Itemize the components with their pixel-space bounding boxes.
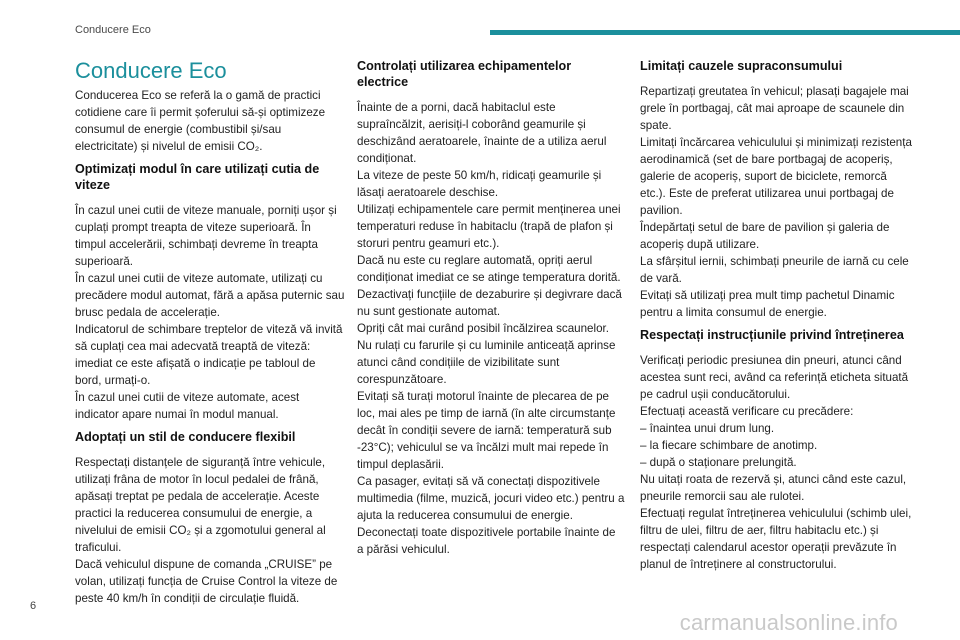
watermark: carmanualsonline.info	[679, 610, 898, 635]
page-number: 6	[30, 600, 37, 612]
column-3	[640, 58, 912, 579]
page-title: Conducere Eco	[75, 58, 227, 83]
section-body-driving-style: Respectați distanțele de siguranță între vehicule, utilizați frâna de motor în locul pedalei de frână, apăsați treptat pe pedala de accelerație. Aceste practici la reducerea consumului de energie, a nivelului de emisii CO₂ și a zgomotului general al traficului. Dacă vehiculul dispune de comanda „CRUISE” pe volan, utilizați funcția de Cruise Control la viteze de peste 40 km/h în condiții de circulație fluidă.	[75, 456, 338, 605]
section-heading-gearbox: Optimizați modul în care utilizați cutia de viteze	[75, 162, 320, 192]
section-body-gearbox: În cazul unei cutii de viteze manuale, porniți ușor și cuplați prompt treapta de viteze superioară. În timpul accelerării, schimbați devreme în treapta superioară. În cazul unei cutii de viteze automate, utilizați cu precădere modul automat, fără a apăsa puternic sau brusc pedala de accelerație. Indicatorul de schimbare treptelor de viteză vă invită să cuplați cea mai adecvată treaptă de viteză: imediat ce este afișată o indicație pe tabloul de bord, urmați-o. În cazul unei cutii de viteze automate, acest indicator apare numai în modul manual.	[75, 204, 345, 421]
intro-paragraph: Conducerea Eco se referă la o gamă de practici cotidiene care îi permit șoferului să-și optimizeze consumul de energie (combustibil și/sau electricitate) și nivelul de emisii CO₂.	[75, 89, 326, 153]
section-heading-driving-style: Adoptați un stil de conducere flexibil	[75, 430, 296, 444]
header-accent-bar	[490, 30, 960, 35]
section-body-maintenance: Verificați periodic presiunea din pneuri, atunci când acestea sunt reci, având ca referință eticheta situată pe cadrul ușii conducătorului. Efectuați această verificare cu precădere: – înaintea unui drum lung. – la fiecare schimbare de anotimp. – după o staționare prelungită. Nu uitați roata de rezervă și, atunci când este cazul, pneurile remorcii sau ale rulotei. Efectuați regulat întreținerea vehiculului (schimb ulei, filtru de ulei, filtru de aer, filtru habitaclu etc.) și respectați calendarul acestor operații prevăzute în planul de întreținere al constructorului.	[640, 354, 912, 571]
section-heading-maintenance: Respectați instrucțiunile privind întreținerea	[640, 328, 904, 342]
section-heading-overconsumption: Limitați cauzele supraconsumului	[640, 59, 843, 73]
column-2	[357, 58, 625, 564]
section-body-electrical-equipment: Înainte de a porni, dacă habitaclul este supraîncălzit, aerisiți-l coborând geamurile și deschizând aeratoarele, înainte de a utiliza aerul condiționat. La viteze de peste 50 km/h, ridicați geamurile și lăsați aeratoarele deschise. Utilizați echipamentele care permit menținerea unei temperaturi reduse în habitaclu (trapă de plafon și storuri pentru geamuri etc.). Dacă nu este cu reglare automată, opriți aerul condiționat imediat ce se atinge temperatura dorită. Dezactivați funcțiile de dezaburire și degivrare dacă nu sunt gestionate automat. Opriți cât mai curând posibil încălzirea scaunelor. Nu rulați cu farurile și cu luminile anticeață aprinse atunci când condițiile de vizibilitate sunt corespunzătoare. Evitați să turați motorul înainte de plecarea de pe loc, mai ales pe timp de iarnă (în alte circumstanțe decât în condiții severe de iarnă: temperatură sub -23°C); vehiculul se va încălzi mult mai repede în timpul deplasării. Ca pasager, evitați să vă conectați dispozitivele multimedia (filme, muzică, jocuri video etc.) pentru a ajuta la reducerea consumului de energie. Deconectați toate dispozitivele portabile înainte de a părăsi vehiculul.	[357, 101, 625, 556]
header-section-title: Conducere Eco	[75, 24, 151, 36]
section-body-overconsumption: Repartizați greutatea în vehicul; plasați bagajele mai grele în portbagaj, cât mai aproape de scaunele din spate. Limitați încărcarea vehiculului și minimizați rezistența aerodinamică (set de bare portbagaj de acoperiș, galerie de acoperiș, suport de biciclete, remorcă etc.). Este de preferat utilizarea unui portbagaj de pavilion. Îndepărtați setul de bare de pavilion și galeria de acoperiș după utilizare. La sfârșitul iernii, schimbați pneurile de iarnă cu cele de vară. Evitați să utilizați prea mult timp pachetul Dinamic pentru a limita consumul de energie.	[640, 85, 912, 319]
column-1	[75, 58, 345, 613]
section-heading-electrical-equipment: Controlați utilizarea echipamentelor electrice	[357, 59, 572, 89]
